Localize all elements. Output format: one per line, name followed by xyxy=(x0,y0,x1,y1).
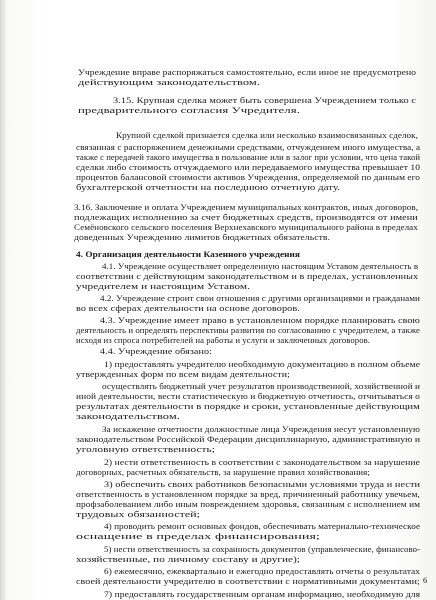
page-number: 6 xyxy=(423,576,428,585)
text-line: результатах деятельности в порядке и сроки, установленные действующим xyxy=(76,401,420,411)
text-line: утвержденных форм по всем видам деятельности; xyxy=(76,369,290,379)
text-line: 2) нести ответственность в соответствии с законодательством за нарушение xyxy=(104,457,420,467)
text-line: 3.16. Заключение и оплата Учреждением муниципальных контрактов, иных договоров, xyxy=(74,203,419,212)
text-line: уголовную ответственность; xyxy=(76,445,215,454)
text-line: 7) предоставлять государственным органам информацию, необходимую для xyxy=(104,590,421,599)
text-line: предварительного согласия Учредителя. xyxy=(78,106,301,116)
text-line: учредителем и настоящим Уставом. xyxy=(76,281,251,291)
text-line: профзаболеванием либо иным повреждением здоровья, связанным с исполнением им xyxy=(76,500,421,510)
text-line: 4) проводить ремонт основных фондов, обеспечивать материально-техническое xyxy=(104,522,421,531)
text-line: 1) предоставлять учредителю необходимую документацию в полном объеме xyxy=(104,359,421,369)
text-line: ответственность в установленном порядке за вред, причиненный работнику увечьем, xyxy=(76,490,420,500)
text-line: также с передачей такого имущества в пользование или в залог при условии, что цена такой xyxy=(76,153,421,163)
text-line: За искажение отчетности должностные лица Учреждения несут установленную xyxy=(102,425,420,435)
text-line: исходя из спроса потребителей на работы и услуги и заключенных договоров. xyxy=(76,336,371,346)
text-line: 4.3. Учреждение имеет право в установленном порядке планировать свою xyxy=(100,316,420,326)
text-line: законодательством. xyxy=(76,411,180,421)
text-line: 4.2. Учреждение строит свои отношения с другими организациями и гражданами xyxy=(100,293,420,303)
text-line: законодательством Российской Федерации дисциплинарную, административную и xyxy=(76,435,421,444)
text-line: иной деятельности, вести статистическую и бюджетную отчетность, отчитываться о xyxy=(76,391,420,401)
text-line: своей деятельности учредителю в соответствии с нормативными документами; xyxy=(76,577,420,587)
text-line: договорных, расчетных обязательств, за нарушение правил хозяйствования; xyxy=(76,467,370,477)
text-line: соответствии с действующим законодательством и в пределах, установленных xyxy=(76,271,419,281)
text-line: связанная с распоряжением денежными средствами, отчуждением иного имущества, а xyxy=(76,143,421,153)
text-line: доведенных Учреждению лимитов бюджетных обязательств. xyxy=(74,232,331,242)
text-line: 4.4. Учреждение обязано: xyxy=(100,347,212,357)
text-line: 4.1. Учреждение осуществляет определенную настоящим Уставом деятельность в xyxy=(102,261,419,271)
text-line: Учреждение вправе распоряжаться самостоятельно, если иное не предусмотрено xyxy=(78,68,417,77)
text-line: деятельность и определять перспективы развития по согласованию с учредителем, а также xyxy=(76,326,420,336)
text-line: подлежащих исполнению за счет бюджетных средств, производятся от имени xyxy=(74,213,418,222)
text-line: Крупной сделкой признается сделка или несколько взаимосвязанных сделок, xyxy=(116,131,418,141)
text-line: 3) обеспечить своих работников безопасными условиями труда и нести xyxy=(104,480,421,490)
text-line: оснащение в пределах финансирования; xyxy=(76,532,321,541)
text-line: действующим законодательством. xyxy=(78,78,261,87)
text-line: бухгалтерской отчетности на последнюю отчетную дату. xyxy=(76,183,341,193)
text-line: 6) ежемесячно, ежеквартально и ежегодно предоставлять отчеты о результатах xyxy=(104,567,420,577)
text-line: сделки либо стоимость отчуждаемого или передаваемого имущества превышает 10 xyxy=(76,163,421,173)
text-line: 3.15. Крупная сделка может быть совершена Учреждением только с xyxy=(113,96,417,106)
text-line: во всех сферах деятельности на основе договоров. xyxy=(76,303,300,313)
text-line: 5) нести ответственность за сохранность документов (управленческие, финансово- xyxy=(104,544,421,554)
section-heading: 4. Организация деятельности Казенного учреждения xyxy=(76,249,300,260)
text-line: хозяйственные, по личному составу и другие); xyxy=(76,554,301,564)
text-line: трудовых обязанностей; xyxy=(76,510,201,520)
text-line: Семёновского сельского поселения Верхнехавского муниципального района в пределах xyxy=(74,223,418,232)
text-line: осуществлять бюджетный учет результатов производственной, хозяйственной и xyxy=(102,381,421,391)
text-line: процентов балансовой стоимости активов Учреждения, определяемой по данным его xyxy=(76,173,421,183)
